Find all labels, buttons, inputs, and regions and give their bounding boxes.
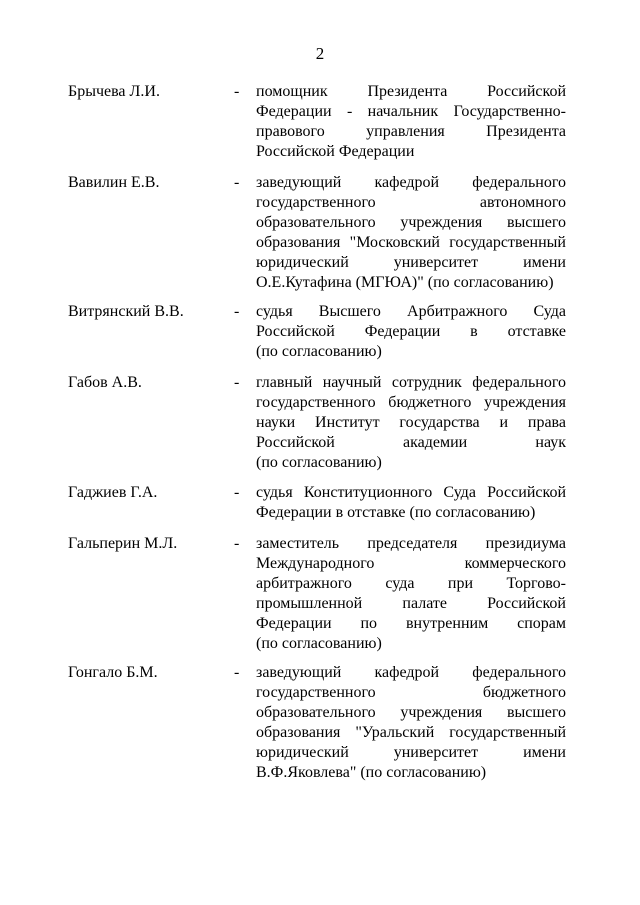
separator-dash: -: [234, 374, 240, 391]
separator-dash: -: [234, 484, 240, 501]
member-position: [256, 663, 566, 783]
position-line: заведующий кафедрой федерального: [256, 664, 566, 681]
member-position: [256, 534, 566, 654]
member-name: Брычева Л.И.: [68, 83, 160, 100]
position-line: юридический университет имени: [256, 744, 566, 761]
position-line: (по согласованию): [256, 635, 382, 652]
position-line: (по согласованию): [256, 454, 382, 471]
position-line: судья Высшего Арбитражного Суда: [256, 303, 566, 320]
position-line: Федерации по внутренним спорам: [256, 615, 566, 632]
member-name: Гаджиев Г.А.: [68, 484, 158, 501]
position-line: правового управления Президента: [256, 123, 566, 140]
position-line: заведующий кафедрой федерального: [256, 174, 566, 191]
position-line: В.Ф.Яковлева" (по согласованию): [256, 764, 487, 781]
member-name: Гальперин М.Л.: [68, 535, 178, 552]
separator-dash: -: [234, 83, 240, 100]
position-line: науки Институт государства и права: [256, 414, 566, 431]
position-line: государственного бюджетного: [256, 684, 566, 701]
position-line: (по согласованию): [256, 343, 382, 360]
position-line: Федерации - начальник Государственно-: [256, 103, 566, 120]
member-position: [256, 82, 566, 162]
member-position: [256, 483, 566, 523]
position-line: образования "Московский государственный: [256, 234, 566, 251]
position-line: главный научный сотрудник федерального: [256, 374, 566, 391]
member-name: Витрянский В.В.: [68, 303, 184, 320]
member-position: [256, 373, 566, 473]
position-line: государственного автономного: [256, 194, 566, 211]
position-line: образовательного учреждения высшего: [256, 704, 566, 721]
position-line: образовательного учреждения высшего: [256, 214, 566, 231]
separator-dash: -: [234, 303, 240, 320]
position-line: арбитражного суда при Торгово-: [256, 575, 566, 592]
position-line: судья Конституционного Суда Российской: [256, 484, 566, 501]
position-line: образования "Уральский государственный: [256, 724, 566, 741]
separator-dash: -: [234, 174, 240, 191]
member-name: Вавилин Е.В.: [68, 174, 160, 191]
position-line: промышленной палате Российской: [256, 595, 566, 612]
member-name: Габов А.В.: [68, 374, 142, 391]
separator-dash: -: [234, 535, 240, 552]
position-line: заместитель председателя президиума: [256, 535, 566, 552]
position-line: Российской Федерации в отставке: [256, 323, 566, 340]
separator-dash: -: [234, 664, 240, 681]
position-line: Российской академии наук: [256, 434, 566, 451]
member-name: Гонгало Б.М.: [68, 664, 158, 681]
position-line: Российской Федерации: [256, 143, 415, 160]
position-line: юридический университет имени: [256, 254, 566, 271]
position-line: помощник Президента Российской: [256, 83, 566, 100]
position-line: Международного коммерческого: [256, 555, 566, 572]
page-number: 2: [315, 44, 325, 63]
member-position: [256, 173, 566, 293]
member-position: [256, 302, 566, 362]
position-line: Федерации в отставке (по согласованию): [256, 504, 536, 521]
position-line: О.Е.Кутафина (МГЮА)" (по согласованию): [256, 274, 554, 291]
position-line: государственного бюджетного учреждения: [256, 394, 566, 411]
